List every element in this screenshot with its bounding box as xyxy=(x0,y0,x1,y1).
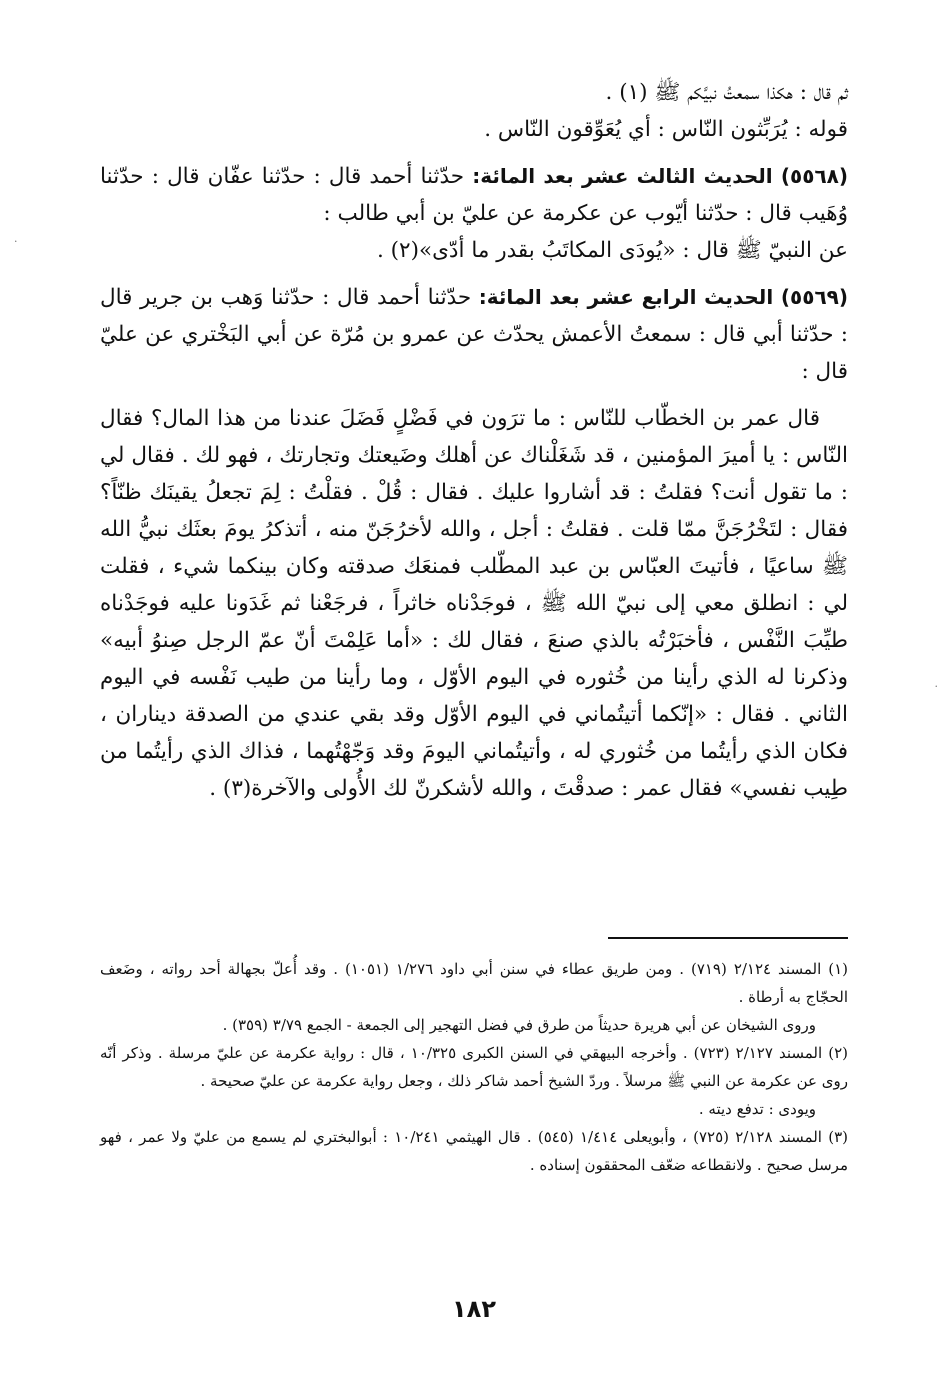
hadith-5568-matn: عن النبيّ ﷺ قال : «يُودَى المكاتَبُ بقدر ما أدّى»(٢) . xyxy=(376,238,848,263)
footnote-3: (٣) المسند ٢/١٢٨ (٧٢٥) ، وأبويعلى ١/٤١٤ (٥٤٥) . قال الهيثمي ١٠/٢٤١ : أبوالبختري لم يسمع من عليّ ولا عمر ، فهو مرسل صحيح . ولانقطاعه ضعّف المحققون إسناده . xyxy=(100,1128,848,1174)
hadith-5568-heading: (٥٥٦٨) الحديث الثالث عشر بعد المائة: xyxy=(472,164,848,188)
footnote-separator xyxy=(608,937,848,939)
hadith-5569-heading: (٥٥٦٩) الحديث الرابع عشر بعد المائة: xyxy=(478,285,848,309)
paragraph-word-gloss: قوله : يُرَبِّثون النّاس : أي يُعَوِّقون النّاس . xyxy=(484,117,848,142)
footnote-1-continued: وروى الشيخان عن أبي هريرة حديثاً من طرق في فضل التهجير إلى الجمعة - الجمع ٣/٧٩ (٣٥٩) . xyxy=(222,1016,816,1034)
hadith-5569 xyxy=(100,279,848,390)
footnotes xyxy=(100,955,848,1179)
paragraph-intro-line: ثم قال : هكذا سمعتُ نبيَّكم ﷺ (١) . xyxy=(605,80,848,105)
hadith-5569-narration: قال عمر بن الخطّاب للنّاس : ما ترَون في فَضْلٍ فَضَلَ عندنا من هذا المال؟ فقال النّاس : يا أميرَ المؤمنين ، قد شَغَلْناك عن أهلك وضَيعتك وتجارتك ، فهو لك . فقال لي : ما تقول أنت؟ فقلتُ : قد أشاروا عليك . فقال : قُلْ . فقلْتُ : لِمَ تجعلُ يقينَك ظنّاً؟ فقال : لتَخْرُجَنَّ ممّا قلت . فقلتُ : أجل ، والله لأخرُجَنّ منه ، أتذكرُ يومَ بعثَك نبيُّ الله ﷺ ساعيًا ، فأتيتَ العبّاس بن عبد المطّلب فمنعَك صدقته وكان بينكما شيء ، فقلت لي : انطلق معي إلى نبيّ الله ﷺ ، فوجَدْناه خاثراً ، فرجَعْنا ثم غَدَونا عليه فوجَدْناه طيِّبَ النَّفْس ، فأخبَرْتُه بالذي صنعَ ، فقال لك : «أما عَلِمْتَ أنّ عمّ الرجل صِنوُ أبيه» وذكرنا له الذي رأينا من خُثوره في اليوم الأوّل ، وما رأينا من طيب نَفْسه في اليوم الثاني . فقال : «إنّكما أتيتُماني في اليوم الأوّل وقد بقي عندي من الصدقة ديناران ، فكان الذي رأيتُما من خُثوري له ، وأتيتُماني اليومَ وقد وَجّهْتُهما ، فذاك الذي رأيتُما من طِيب نفسي» فقال عمر : صدقْتَ ، والله لأشكرنّ لك الأُولى والآخرة(٣) . xyxy=(100,406,848,801)
scan-speck-left: · xyxy=(14,235,18,248)
hadith-5569-isnad: حدّثنا أحمد قال : حدّثنا وَهب بن جرير قال : حدّثنا أبي قال : سمعتُ الأعمش يحدّث عن عمرو بن مُرّة عن أبي البَخْتري عن عليّ قال : xyxy=(100,285,848,384)
hadith-5568 xyxy=(100,158,848,232)
page-number: ١٨٢ xyxy=(452,1295,496,1323)
hadith-5568-isnad: حدّثنا أحمد قال : حدّثنا عفّان قال : حدّثنا وُهَيب قال : حدّثنا أيّوب عن عكرمة عن عليّ بن أبي طالب : xyxy=(100,164,848,226)
footnote-2: (٢) المسند ٢/١٢٧ (٧٢٣) . وأخرجه البيهقي في السنن الكبرى ١٠/٣٢٥ ، قال : رواية عكرمة عن عليّ مرسلة . وذكر أنّه روى عن عكرمة عن النبي ﷺ مرسلاً . وردّ الشيخ أحمد شاكر ذلك ، وجعل رواية عكرمة عن عليّ صحيحة . xyxy=(100,1044,849,1090)
main-text xyxy=(100,74,848,807)
scan-speck-right: · xyxy=(934,680,938,693)
footnote-1: (١) المسند ٢/١٢٤ (٧١٩) . ومن طريق عطاء في سنن أبي داود ١/٢٧٦ (١٠٥١) . وقد أُعلّ بجهالة أحد رواته ، وضَعف الحجّاج به أرطاة . xyxy=(100,960,848,1006)
footnote-2-gloss: ويودى : تدفع ديته . xyxy=(698,1100,816,1118)
